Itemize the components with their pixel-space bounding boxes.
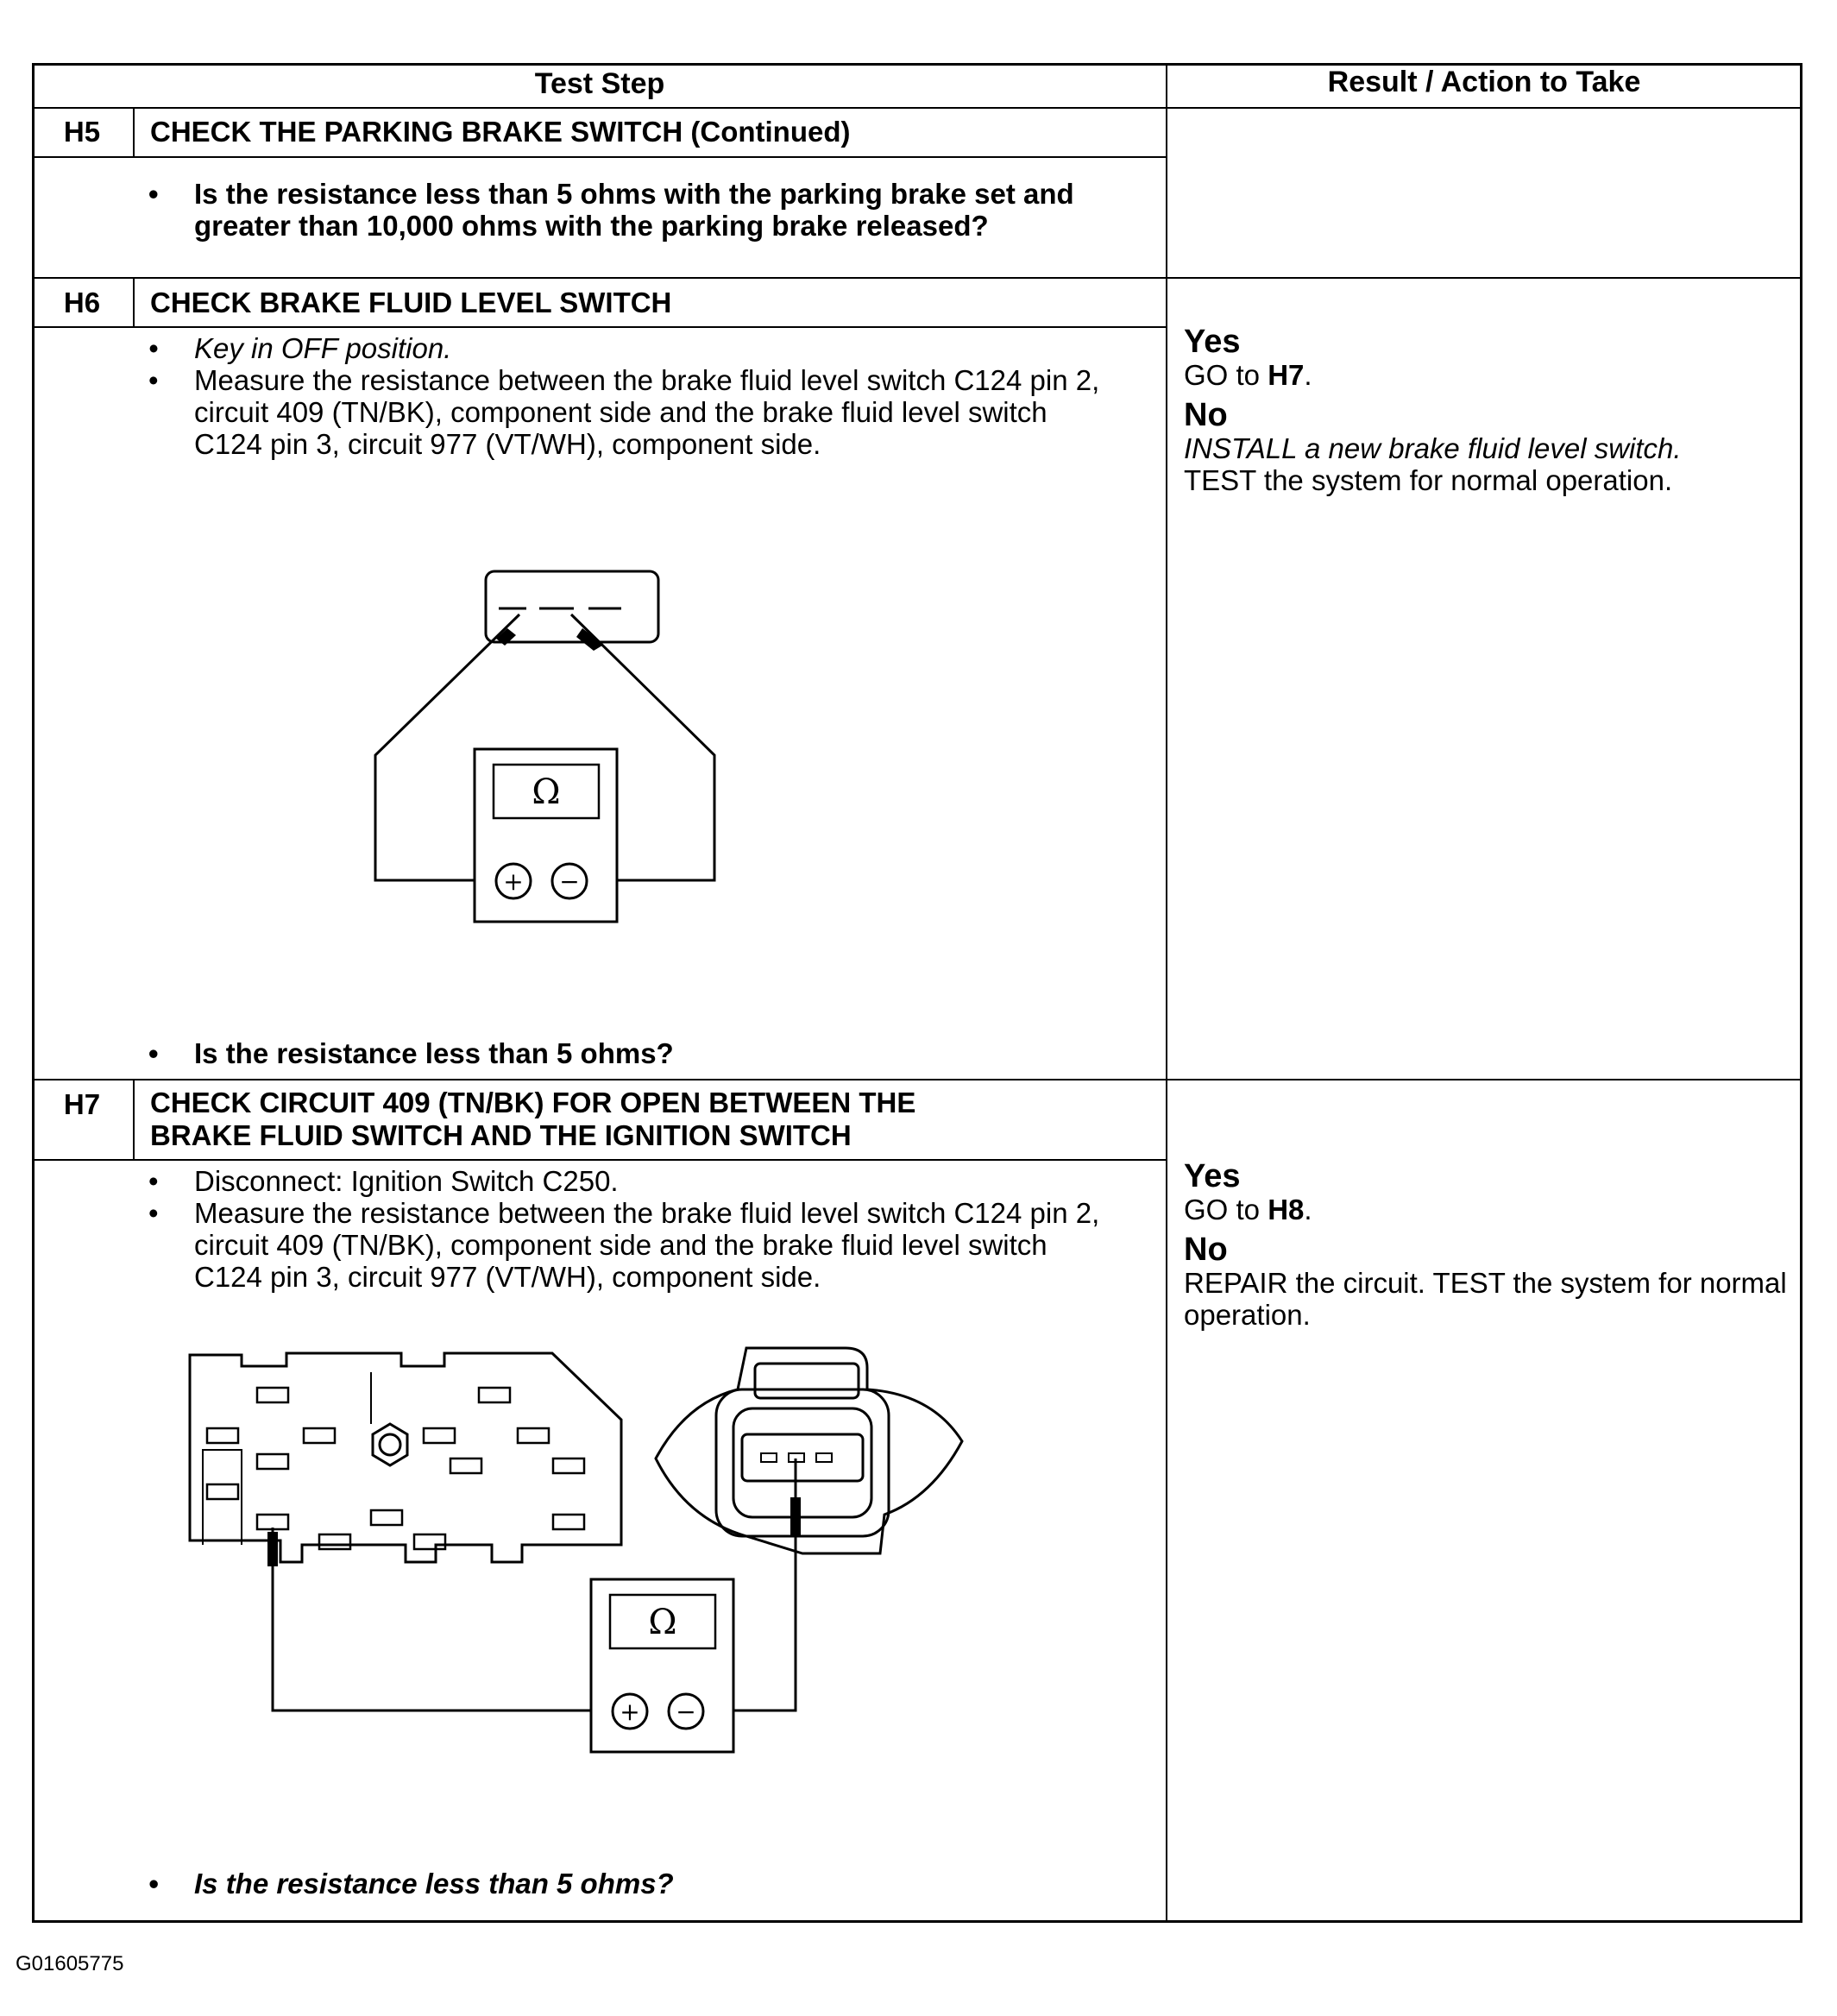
h7-bullet-2: • Measure the resistance between the brake fluid level switch C124 pin 2, circuit 409 (TN/BK), component side and the brake fluid level switch C124 pin 3, circuit 977 (VT/WH), component side. xyxy=(147,1197,1122,1293)
plus-terminal-2: + xyxy=(620,1698,640,1726)
h6-resistance-diagram xyxy=(362,561,725,932)
step-title-h7: CHECK CIRCUIT 409 (TN/BK) FOR OPEN BETWEEN THE BRAKE FLUID SWITCH AND THE IGNITION SWITCH xyxy=(150,1087,916,1151)
plus-terminal: + xyxy=(503,867,524,896)
step-id-h5: H5 xyxy=(63,116,101,148)
h6-bullet-2: • Measure the resistance between the brake fluid level switch C124 pin 2, circuit 409 (TN/BK), component side and the brake fluid level switch C124 pin 3, circuit 977 (VT/WH), component side. xyxy=(147,364,1122,460)
ohmmeter xyxy=(591,1579,733,1752)
ohm-symbol-2: Ω xyxy=(648,1603,677,1642)
h6-question-list xyxy=(147,1037,1122,1069)
step-id-h6: H6 xyxy=(63,287,101,318)
minus-terminal: − xyxy=(559,867,580,896)
header-row-divider xyxy=(32,107,1802,109)
h6-no-label: No xyxy=(1184,397,1228,433)
h7-result xyxy=(1184,1159,1788,1331)
header-result: Result / Action to Take xyxy=(1327,66,1641,98)
h7-resistance-diagram xyxy=(181,1338,975,1769)
h7-yes-text: GO to H8. xyxy=(1184,1194,1312,1225)
h7-question: • Is the resistance less than 5 ohms? xyxy=(147,1868,1122,1899)
h6-result xyxy=(1184,324,1788,496)
h5-question: • Is the resistance less than 5 ohms with the parking brake set and greater than 10,000 ohms with the parking brake released? xyxy=(147,178,1113,242)
h6-yes-label: Yes xyxy=(1184,324,1241,360)
probe-tips xyxy=(496,628,602,651)
h7-no-text: REPAIR the circuit. TEST the system for normal operation. xyxy=(1184,1267,1787,1331)
h6-bullet-1: • Key in OFF position. xyxy=(147,332,1122,364)
h7-question-list xyxy=(147,1868,1122,1899)
probe-tips xyxy=(267,1497,801,1566)
h6-yes-text: GO to H7. xyxy=(1184,359,1312,391)
h7-bullets xyxy=(147,1165,1122,1293)
h7-yes-target: H8 xyxy=(1268,1194,1305,1225)
minus-terminal-2: − xyxy=(676,1698,696,1726)
h5-id-divider xyxy=(133,107,135,157)
step-id-h7: H7 xyxy=(63,1088,101,1120)
h5-title-divider xyxy=(32,156,1167,158)
h6-question: • Is the resistance less than 5 ohms? xyxy=(147,1037,1122,1069)
header-test-step: Test Step xyxy=(534,67,665,100)
h6-bullets xyxy=(147,332,1122,460)
h6-title-divider xyxy=(32,326,1167,328)
ohm-symbol: Ω xyxy=(532,772,561,812)
h7-no-label: No xyxy=(1184,1232,1228,1268)
step-title-h5: CHECK THE PARKING BRAKE SWITCH (Continued) xyxy=(150,116,851,148)
h7-title-divider xyxy=(32,1159,1167,1161)
column-divider xyxy=(1166,63,1167,1923)
fluid-level-switch-connector-c124 xyxy=(656,1348,962,1553)
h6-yes-target: H7 xyxy=(1268,359,1305,391)
h6-id-divider xyxy=(133,277,135,327)
h7-row-divider xyxy=(32,1079,1802,1080)
h7-yes-label: Yes xyxy=(1184,1158,1241,1194)
h7-id-divider xyxy=(133,1079,135,1160)
ignition-switch-connector xyxy=(190,1353,621,1562)
h6-row-divider xyxy=(32,277,1802,279)
h7-bullet-1: • Disconnect: Ignition Switch C250. xyxy=(147,1165,1122,1197)
step-title-h6: CHECK BRAKE FLUID LEVEL SWITCH xyxy=(150,287,672,318)
fluid-level-switch-connector xyxy=(486,571,658,642)
h6-no-text: INSTALL a new brake fluid level switch. TEST the system for normal operation. xyxy=(1184,432,1682,496)
h5-bullets xyxy=(147,178,1113,242)
ohmmeter xyxy=(475,749,617,922)
figure-id: G01605775 xyxy=(16,1952,124,1975)
